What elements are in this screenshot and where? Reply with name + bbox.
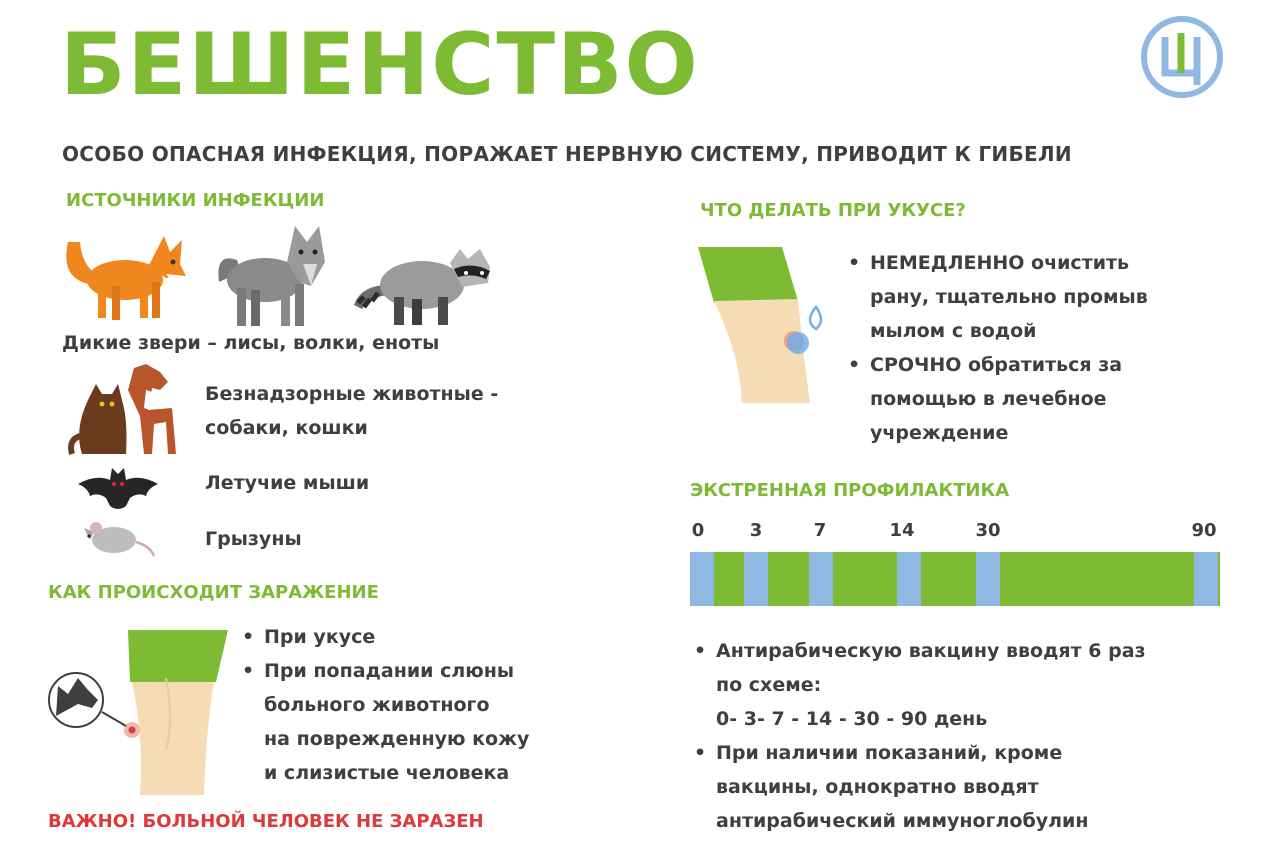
prophylaxis-list <box>692 634 1146 838</box>
transmission-list <box>240 620 529 790</box>
vaccination-timeline <box>690 552 1220 606</box>
leg-bite-icon <box>48 630 233 795</box>
sources-heading: ИСТОЧНИКИ ИНФЕКЦИИ <box>66 190 325 211</box>
wolf-icon <box>215 222 330 330</box>
dose-marker <box>1194 552 1218 606</box>
bats-caption: Летучие мыши <box>205 472 370 494</box>
day-label: 30 <box>975 520 1001 541</box>
day-label: 90 <box>1191 520 1217 541</box>
list-item: • НЕМЕДЛЕННО очистить рану, тщательно промыв мылом с водой <box>846 246 1148 348</box>
stray-animals-caption: Безнадзорные животные - собаки, кошки <box>205 383 499 439</box>
raccoon-icon <box>350 243 495 328</box>
leg-wash-icon <box>698 245 833 405</box>
ts-logo-icon <box>1135 15 1229 99</box>
dose-marker <box>809 552 833 606</box>
list-item: • При укусе <box>240 620 529 654</box>
dose-marker <box>897 552 921 606</box>
warning-note: ВАЖНО! БОЛЬНОЙ ЧЕЛОВЕК НЕ ЗАРАЗЕН <box>48 811 484 832</box>
fox-icon <box>60 222 190 327</box>
bite-heading: ЧТО ДЕЛАТЬ ПРИ УКУСЕ? <box>700 200 966 221</box>
transmission-heading: КАК ПРОИСХОДИТ ЗАРАЖЕНИЕ <box>48 582 379 603</box>
prophylaxis-heading: ЭКСТРЕННАЯ ПРОФИЛАКТИКА <box>690 480 1010 501</box>
bat-icon <box>76 466 160 512</box>
day-label: 14 <box>889 520 915 541</box>
subtitle: ОСОБО ОПАСНАЯ ИНФЕКЦИЯ, ПОРАЖАЕТ НЕРВНУЮ СИСТЕМУ, ПРИВОДИТ К ГИБЕЛИ <box>62 142 1072 166</box>
list-item: • Антирабическую вакцину вводят 6 раз по схеме: 0- 3- 7 - 14 - 30 - 90 день <box>692 634 1146 736</box>
mouse-icon <box>80 518 156 560</box>
rodents-caption: Грызуны <box>205 528 302 550</box>
dog-cat-icon <box>68 360 180 460</box>
day-label: 0 <box>691 520 705 541</box>
page-title: БЕШЕНСТВО <box>60 15 700 115</box>
list-item: • СРОЧНО обратиться за помощью в лечебное учреждение <box>846 348 1148 450</box>
day-label: 3 <box>749 520 763 541</box>
list-item: • При попадании слюны больного животного на поврежденную кожу и слизистые человека <box>240 654 529 790</box>
dose-marker <box>744 552 768 606</box>
wild-animals-caption: Дикие звери – лисы, волки, еноты <box>62 332 440 354</box>
dose-marker <box>690 552 714 606</box>
list-item: • При наличии показаний, кроме вакцины, однократно вводят антирабический иммуноглобулин <box>692 736 1146 838</box>
dose-marker <box>976 552 1000 606</box>
bite-actions-list <box>846 246 1148 450</box>
day-label: 7 <box>813 520 827 541</box>
